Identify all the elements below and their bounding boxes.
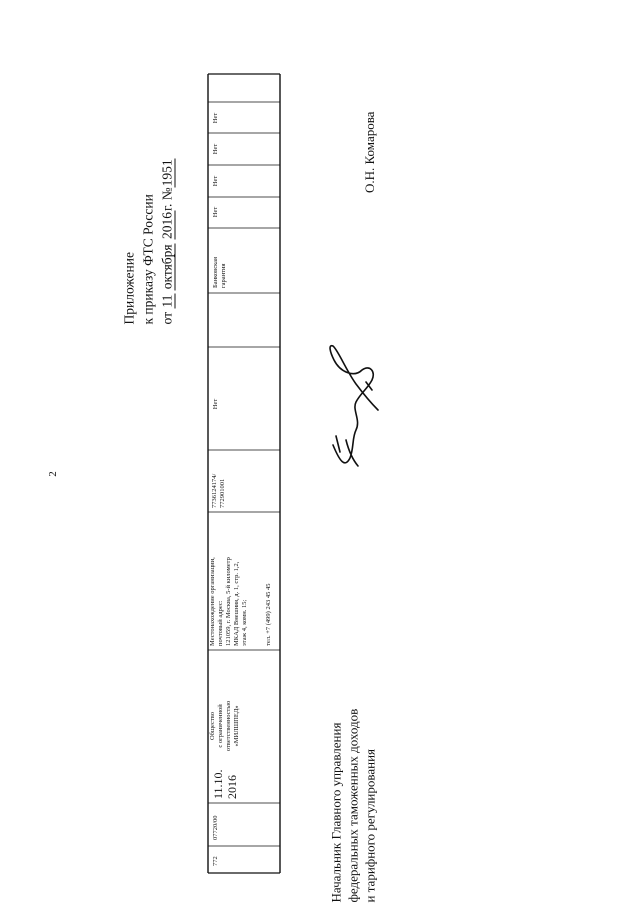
cell-date-line2: 2016 xyxy=(225,775,239,799)
date-prefix: от xyxy=(159,312,175,325)
number-prefix: № xyxy=(159,187,175,201)
signer-title-line1: Начальник Главного управления xyxy=(328,722,344,903)
svg-text:почтовый адрес:: почтовый адрес: xyxy=(217,600,224,646)
cell-code: 772 xyxy=(212,856,219,866)
cell-col10: Нет xyxy=(212,206,219,218)
year-suffix: г. xyxy=(159,203,175,211)
signer-title-line3: и тарифного регулирования xyxy=(362,748,378,903)
order-year: 2016 xyxy=(159,212,175,239)
signer-title xyxy=(328,653,379,903)
page-number: 2 xyxy=(46,471,59,477)
svg-text:МКАД Внешняя, д. 1, стр. 1,2,: МКАД Внешняя, д. 1, стр. 1,2, xyxy=(233,561,240,646)
appendix-title: Приложение xyxy=(121,252,137,325)
signer-name: О.Н. Комарова xyxy=(362,111,377,193)
order-month: октября xyxy=(159,244,175,290)
svg-text:Банковская: Банковская xyxy=(212,256,219,288)
svg-text:772901001: 772901001 xyxy=(219,478,226,508)
svg-text:тел. +7 (499) 243 45 45: тел. +7 (499) 243 45 45 xyxy=(265,583,272,646)
order-day: 11 xyxy=(159,294,175,308)
svg-text:этаж 4, комн. 15;: этаж 4, комн. 15; xyxy=(241,599,248,646)
order-number: 1951 xyxy=(159,159,175,187)
cell-col7: Нет xyxy=(212,398,219,410)
cell-post-code: 07720/00 xyxy=(212,815,219,840)
cell-col11: Нет xyxy=(212,175,219,187)
appendix-order-ref: к приказу ФТС России xyxy=(140,194,156,325)
cell-date-line1: 11.10. xyxy=(211,769,225,799)
svg-text:121059, г. Москва, 5-й километ: 121059, г. Москва, 5-й километр xyxy=(225,557,232,646)
svg-text:Общество: Общество xyxy=(209,711,216,741)
svg-text:с ограниченной: с ограниченной xyxy=(217,704,224,748)
cell-col13: Нет xyxy=(212,112,219,124)
svg-text:7736124174/: 7736124174/ xyxy=(211,473,218,508)
svg-text:ответственностью: ответственностью xyxy=(225,700,232,752)
svg-text:Местонахождение организации,: Местонахождение организации, xyxy=(209,557,216,646)
svg-text:гарантия: гарантия xyxy=(220,263,227,288)
svg-text:«МИЛШПЕД»: «МИЛШПЕД» xyxy=(233,705,240,747)
cell-col12: Нет xyxy=(212,143,219,155)
signer-title-line2: федеральных таможенных доходов xyxy=(345,708,361,903)
